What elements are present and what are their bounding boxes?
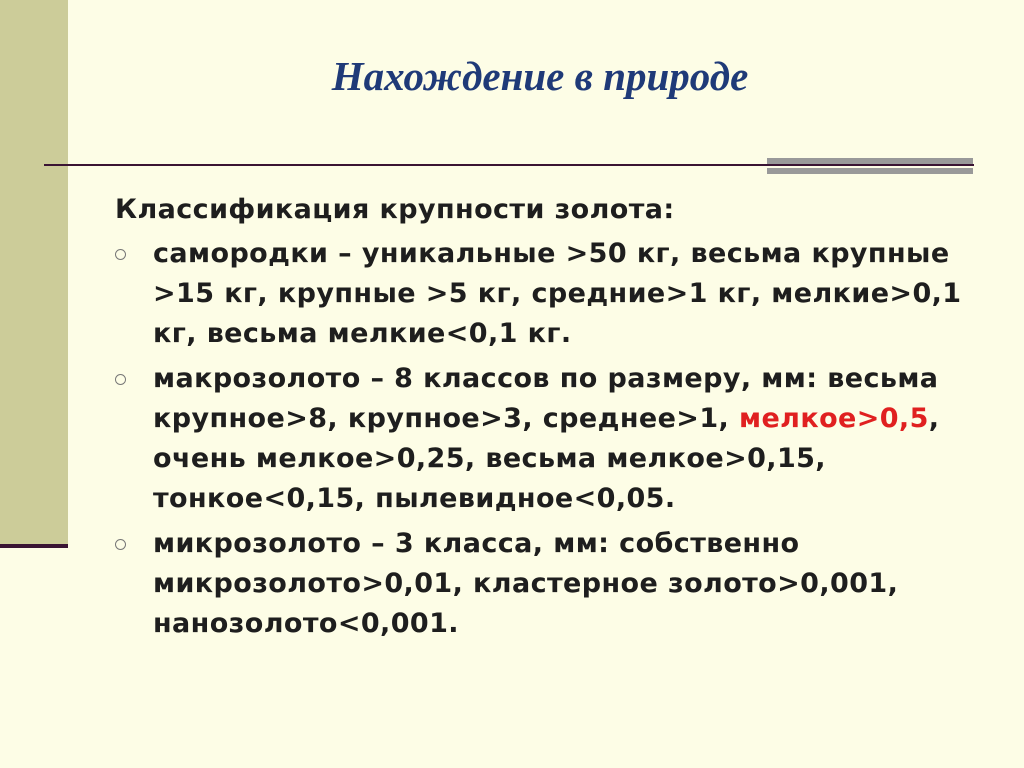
highlighted-class: мелкое>0,5 (738, 403, 929, 434)
body-heading: Классификация крупности золота: (115, 194, 675, 225)
list-item (115, 234, 995, 354)
left-bar-underline (0, 544, 68, 548)
slide-body (115, 190, 995, 649)
bullet-text: самородки – уникальные >50 кг, весьма крупные >15 кг, крупные >5 кг, средние>1 кг, мелкие>0,1 кг, весьма мелкие<0,1 кг. (153, 238, 962, 349)
list-item (115, 359, 995, 519)
list-item (115, 524, 995, 644)
hollow-circle-bullet-icon (115, 374, 126, 385)
bullet-text-start: макрозолото – 8 классов по размеру, мм: весьма крупное>8, крупное>3, среднее>1, (153, 363, 939, 434)
slide-title: Нахождение в природе (331, 53, 749, 99)
bullet-text: микрозолото – 3 класса, мм: собственно микрозолото>0,01, кластерное золото>0,001, нанозолото<0,001. (153, 528, 899, 639)
bullet-text-end: , очень мелкое>0,25, весьма мелкое>0,15, тонкое<0,15, пылевидное<0,05. (153, 403, 940, 514)
bullet-list (115, 234, 995, 644)
left-decorative-bar (0, 0, 68, 544)
hollow-circle-bullet-icon (115, 539, 126, 550)
title-divider-accent (767, 158, 973, 178)
hollow-circle-bullet-icon (115, 249, 126, 260)
